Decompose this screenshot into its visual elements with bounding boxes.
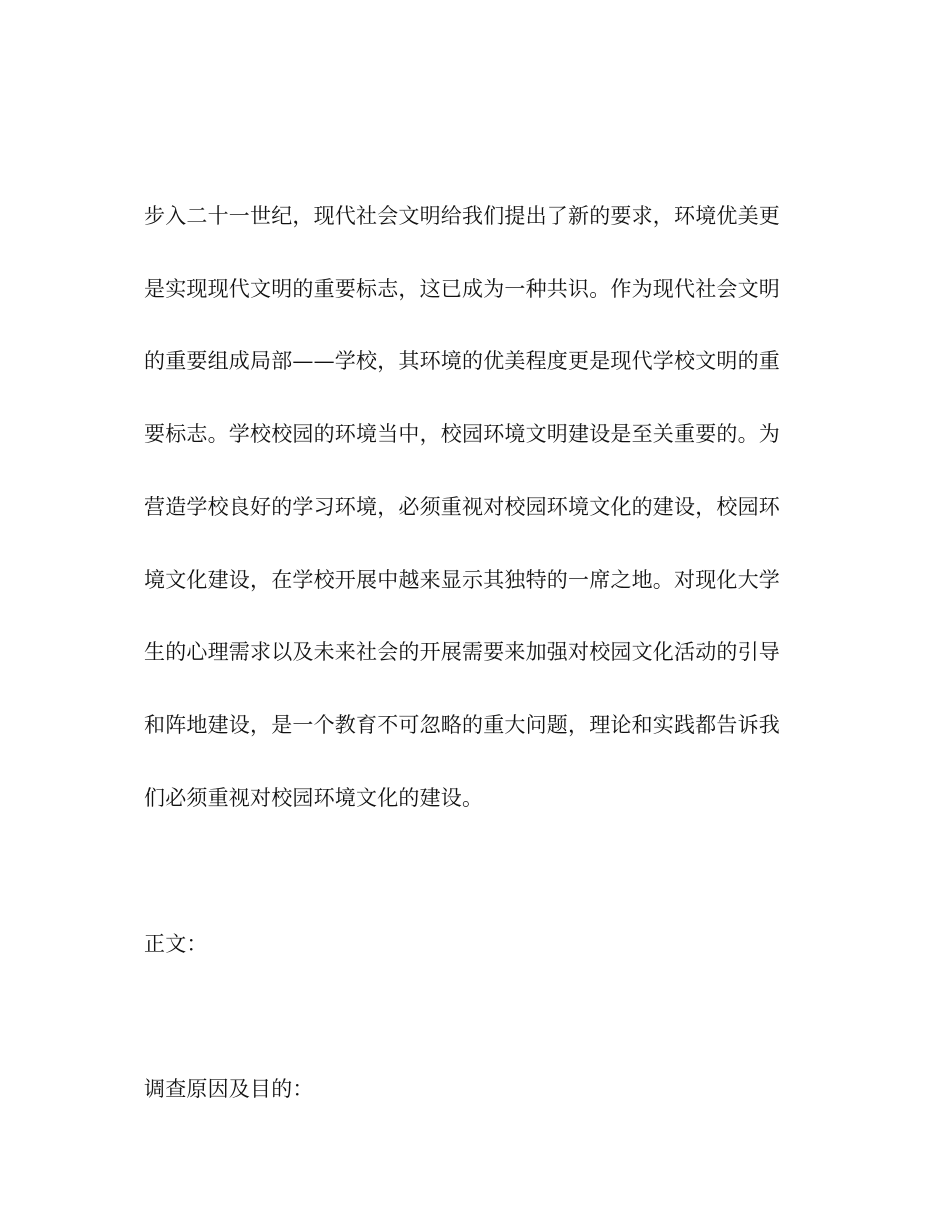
subsection-heading: 调查原因及目的： bbox=[144, 1077, 314, 1101]
section-heading: 正文： bbox=[144, 932, 208, 956]
paragraph-line: 营造学校良好的学习环境，必须重视对校园环境文化的建设，校园环 bbox=[144, 495, 780, 519]
paragraph-line: 的重要组成局部——学校，其环境的优美程度更是现代学校文明的重 bbox=[144, 349, 780, 373]
paragraph-line: 步入二十一世纪，现代社会文明给我们提出了新的要求，环境优美更 bbox=[144, 204, 780, 228]
paragraph-line: 要标志。学校校园的环境当中，校园环境文明建设是至关重要的。为 bbox=[144, 422, 780, 446]
paragraph-line: 是实现现代文明的重要标志，这已成为一种共识。作为现代社会文明 bbox=[144, 277, 780, 301]
paragraph-line: 和阵地建设，是一个教育不可忽略的重大问题，理论和实践都告诉我 bbox=[144, 713, 780, 737]
paragraph-line: 境文化建设，在学校开展中越来显示其独特的一席之地。对现化大学 bbox=[144, 568, 780, 592]
paragraph-line: 生的心理需求以及未来社会的开展需要来加强对校园文化活动的引导 bbox=[144, 640, 780, 664]
paragraph-line: 们必须重视对校园环境文化的建设。 bbox=[144, 786, 484, 810]
